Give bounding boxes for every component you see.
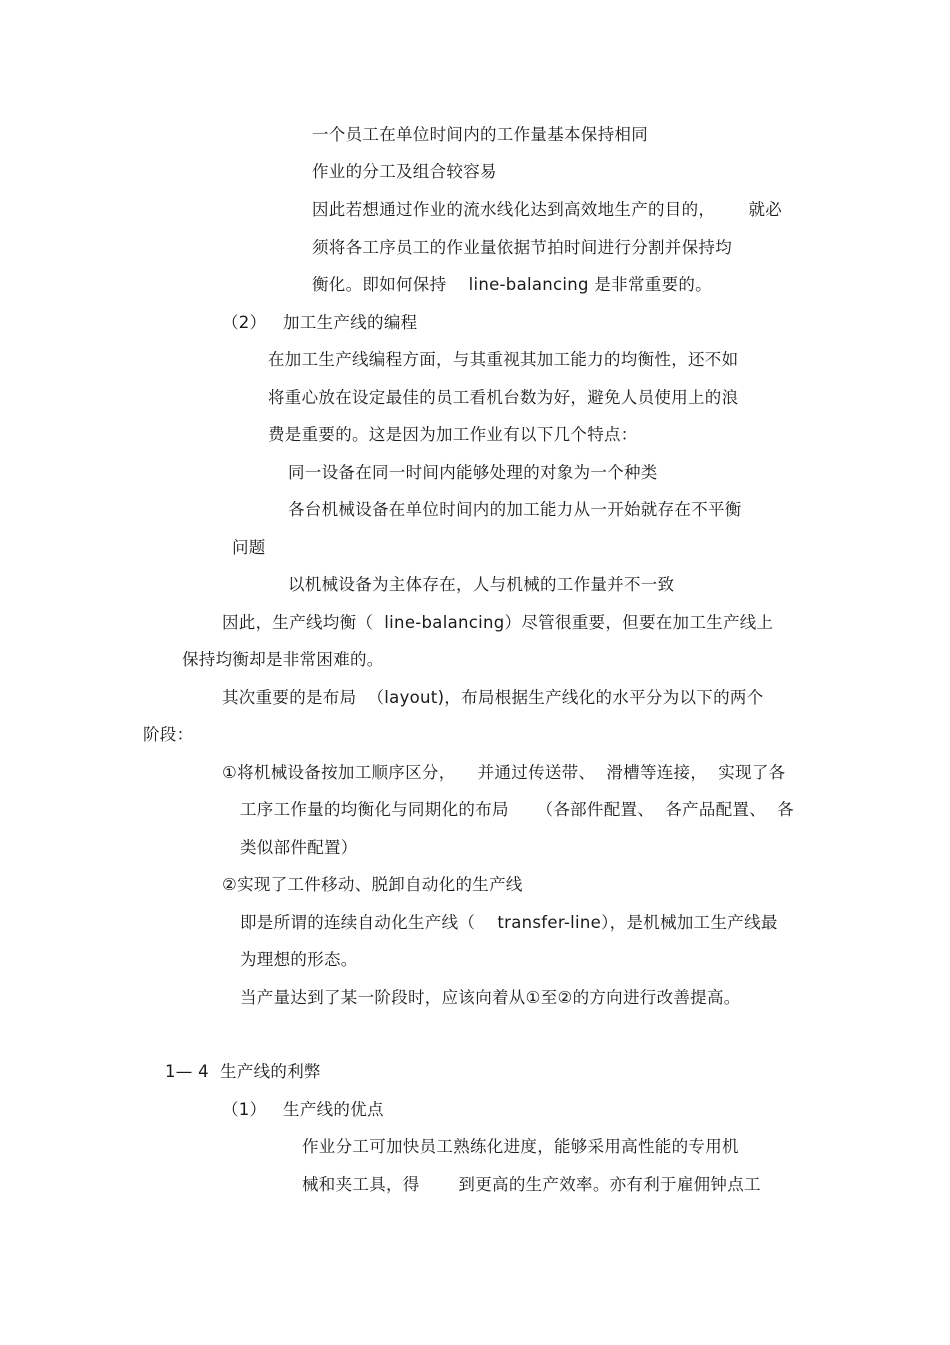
- text-line: 费是重要的。这是因为加工作业有以下几个特点：: [268, 425, 638, 444]
- text-line: 械和夹工具，得 到更高的生产效率。亦有利于雇佣钟点工: [302, 1175, 761, 1194]
- text-line: 一个员工在单位时间内的工作量基本保持相同: [312, 125, 648, 144]
- text-line: 须将各工序员工的作业量依据节拍时间进行分割并保持均: [312, 238, 732, 257]
- list-item: 以机械设备为主体存在，人与机械的工作量并不一致: [288, 575, 675, 594]
- text-line: 作业的分工及组合较容易: [312, 162, 497, 181]
- text-line: 即是所谓的连续自动化生产线（ transfer-line），是机械加工生产线最: [240, 913, 778, 932]
- text-line: 作业分工可加快员工熟练化进度，能够采用高性能的专用机: [302, 1137, 739, 1156]
- text-line: 工序工作量的均衡化与同期化的布局 （各部件配置、 各产品配置、 各: [240, 800, 794, 819]
- text-line: 阶段：: [143, 725, 194, 744]
- section-heading: 1— 4 生产线的利弊: [165, 1062, 321, 1081]
- text-line: 在加工生产线编程方面，与其重视其加工能力的均衡性，还不如: [268, 350, 739, 369]
- list-item: ①将机械设备按加工顺序区分， 并通过传送带、 滑槽等连接， 实现了各: [222, 763, 786, 782]
- text-line: 其次重要的是布局 （layout)，布局根据生产线化的水平分为以下的两个: [222, 688, 764, 707]
- text-line: 衡化。即如何保持 line-balancing 是非常重要的。: [312, 275, 712, 294]
- text-line: 为理想的形态。: [240, 950, 358, 969]
- list-item: 同一设备在同一时间内能够处理的对象为一个种类: [288, 463, 658, 482]
- text-line: 问题: [232, 538, 266, 557]
- text-line: 将重心放在设定最佳的员工看机台数为好，避免人员使用上的浪: [268, 388, 739, 407]
- section-heading: （1） 生产线的优点: [222, 1100, 384, 1119]
- section-heading: （2） 加工生产线的编程: [222, 313, 418, 332]
- list-item: ②实现了工件移动、脱卸自动化的生产线: [222, 875, 523, 894]
- text-line: 因此，生产线均衡（ line-balancing）尽管很重要，但要在加工生产线上: [222, 613, 774, 632]
- text-line: 因此若想通过作业的流水线化达到高效地生产的目的， 就必: [312, 200, 783, 219]
- list-item: 各台机械设备在单位时间内的加工能力从一开始就存在不平衡: [288, 500, 742, 519]
- text-line: 类似部件配置）: [240, 838, 358, 857]
- text-line: 保持均衡却是非常困难的。: [182, 650, 384, 669]
- text-line: 当产量达到了某一阶段时，应该向着从①至②的方向进行改善提高。: [240, 988, 741, 1007]
